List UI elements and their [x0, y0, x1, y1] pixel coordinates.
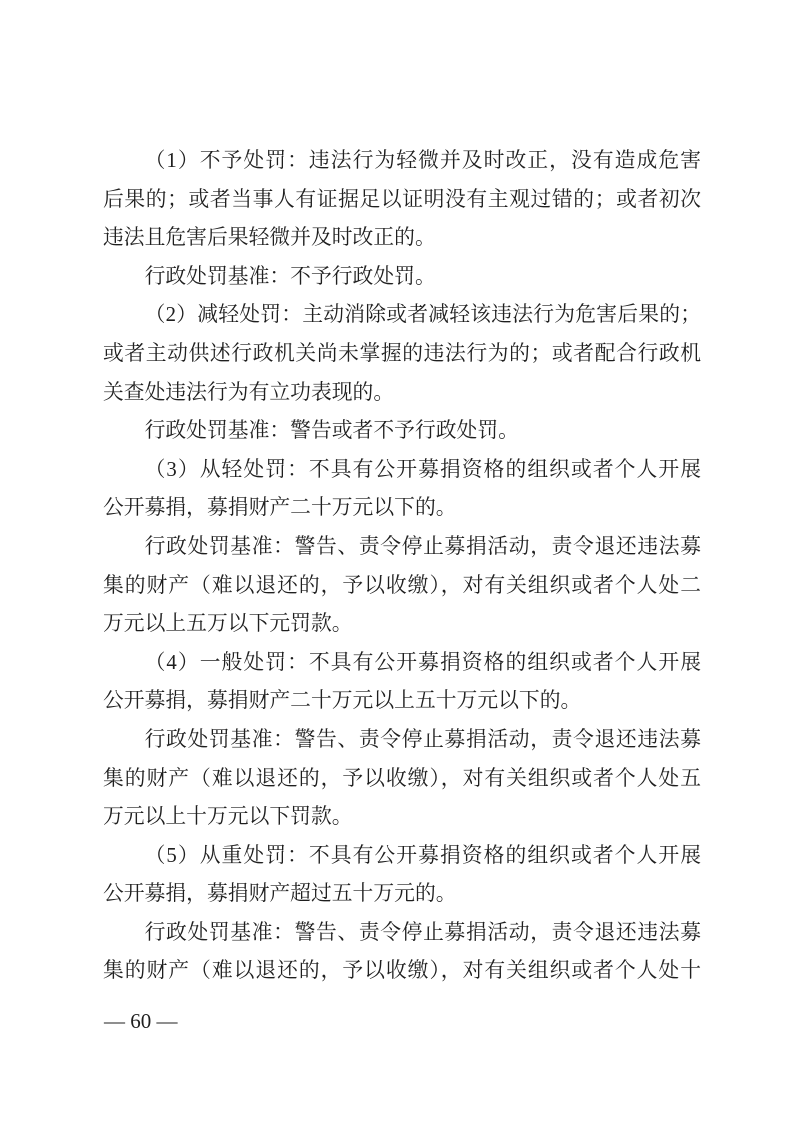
page-footer — [104, 1006, 178, 1036]
paragraph — [103, 721, 701, 837]
paragraph — [103, 644, 701, 721]
text-line: 行政处罚基准：警告、责令停止募捐活动，责令退还违法募 — [144, 920, 701, 944]
paragraph — [103, 451, 701, 528]
paragraph — [103, 412, 701, 451]
paragraph — [103, 528, 701, 644]
text-line: （5）从重处罚：不具有公开募捐资格的组织或者个人开展 — [144, 843, 701, 867]
text-line: 违法且危害后果轻微并及时改正的。 — [103, 226, 436, 250]
text-line: 集的财产（难以退还的，予以收缴），对有关组织或者个人处二 — [103, 573, 701, 597]
text-line: 关查处违法行为有立功表现的。 — [103, 380, 395, 404]
paragraph — [103, 837, 701, 914]
text-line: 或者主动供述行政机关尚未掌握的违法行为的；或者配合行政机 — [103, 341, 701, 365]
paragraph — [103, 258, 701, 297]
text-line: 行政处罚基准：警告或者不予行政处罚。 — [144, 419, 519, 443]
text-line: 公开募捐，募捐财产超过五十万元的。 — [103, 882, 457, 906]
document-body — [103, 142, 701, 991]
text-line: 行政处罚基准：警告、责令停止募捐活动，责令退还违法募 — [144, 534, 701, 558]
paragraph — [103, 296, 701, 412]
text-line: （4）一般处罚：不具有公开募捐资格的组织或者个人开展 — [144, 650, 701, 674]
paragraph — [103, 142, 701, 258]
text-line: 后果的；或者当事人有证据足以证明没有主观过错的；或者初次 — [103, 187, 701, 211]
text-line: （3）从轻处罚：不具有公开募捐资格的组织或者个人开展 — [144, 457, 701, 481]
text-line: （2）减轻处罚：主动消除或者减轻该违法行为危害后果的； — [144, 303, 701, 327]
text-line: 公开募捐，募捐财产二十万元以下的。 — [103, 496, 457, 520]
text-line: 万元以上五万以下元罚款。 — [103, 612, 353, 636]
text-line: 行政处罚基准：警告、责令停止募捐活动，责令退还违法募 — [144, 727, 701, 751]
text-line: 行政处罚基准：不予行政处罚。 — [144, 264, 436, 288]
text-line: 万元以上十万元以下罚款。 — [103, 805, 353, 829]
text-line: 公开募捐，募捐财产二十万元以上五十万元以下的。 — [103, 689, 582, 713]
text-line: 集的财产（难以退还的，予以收缴），对有关组织或者个人处五 — [103, 766, 701, 790]
text-line: 集的财产（难以退还的，予以收缴），对有关组织或者个人处十 — [103, 959, 701, 983]
paragraph — [103, 914, 701, 991]
text-line: （1）不予处罚：违法行为轻微并及时改正，没有造成危害 — [144, 149, 701, 172]
page-number: — 60 — — [104, 1009, 178, 1033]
